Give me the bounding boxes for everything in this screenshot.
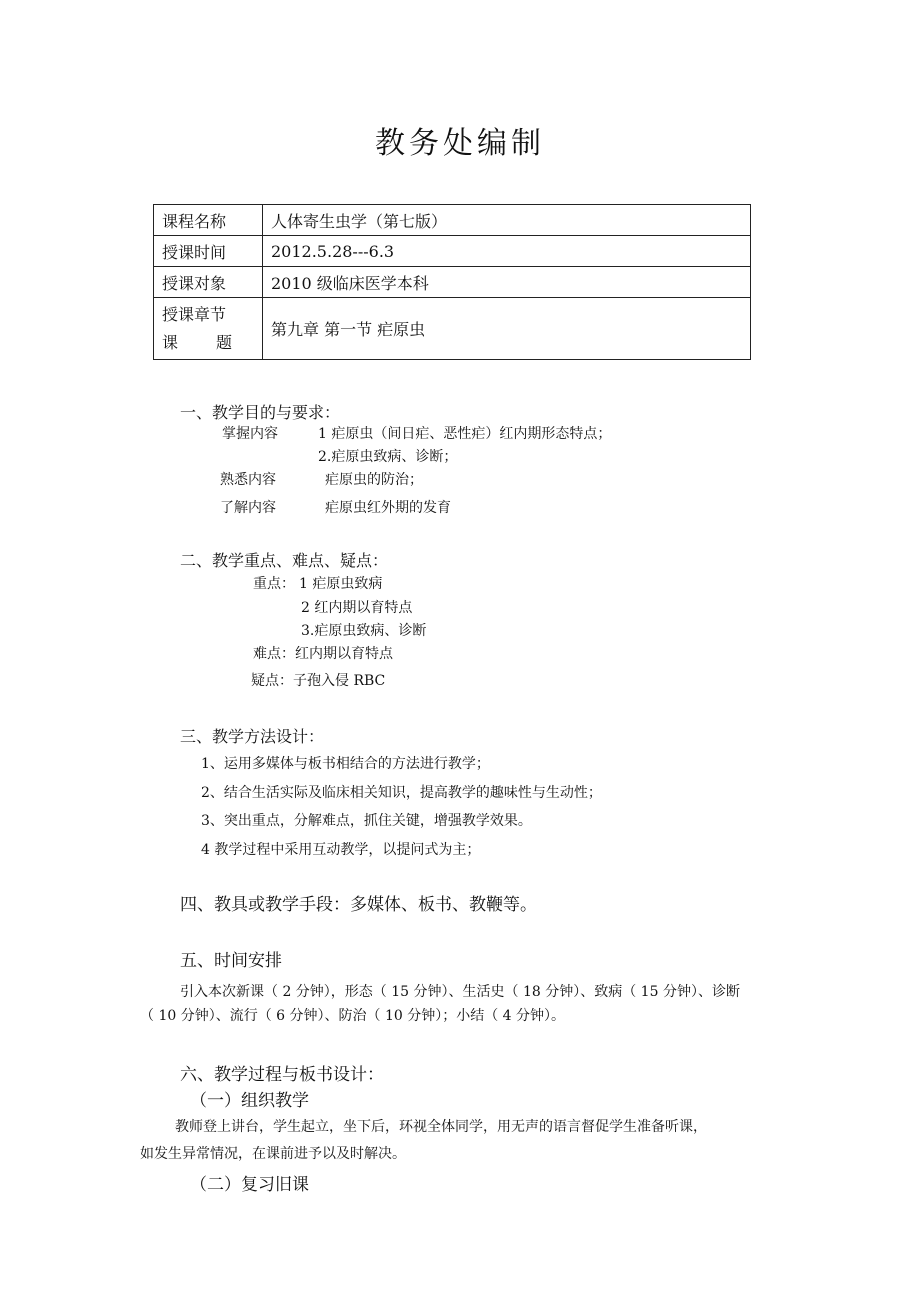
method-item: 2、结合生活实际及临床相关知识，提高教学的趣味性与生动性；	[201, 785, 602, 801]
key-point: 3.疟原虫致病、诊断	[301, 623, 427, 639]
familiar-value: 疟原虫的防治；	[325, 472, 423, 488]
key-point: 2 红内期以育特点	[301, 600, 413, 616]
section-heading: 一、教学目的与要求：	[180, 403, 341, 422]
subsection-heading: （二）复习旧课	[190, 1175, 309, 1195]
section-heading: 五、时间安排	[180, 951, 282, 971]
chapter-label-cell	[154, 298, 263, 360]
teaching-time-label: 授课时间	[154, 236, 263, 267]
difficult-point: 难点：红内期以育特点	[253, 646, 393, 662]
master-label: 掌握内容	[222, 426, 278, 442]
course-name-label: 课程名称	[154, 205, 263, 236]
doubt-point: 疑点：子孢入侵 RBC	[251, 673, 386, 689]
method-item: 1、运用多媒体与板书相结合的方法进行教学；	[201, 756, 490, 772]
page-title: 教务处编制	[375, 126, 545, 161]
method-item: 3、突出重点，分解难点，抓住关键，增强教学效果。	[201, 813, 532, 829]
course-info-table	[153, 204, 751, 360]
course-name-value: 人体寄生虫学（第七版）	[263, 205, 751, 236]
master-item: 2.疟原虫致病、诊断；	[318, 449, 458, 465]
table-row	[154, 298, 751, 360]
topic-label-char: 题	[215, 332, 232, 352]
section-heading: 三、教学方法设计：	[180, 727, 325, 746]
method-item: 4 教学过程中采用互动教学，以提问式为主；	[201, 842, 481, 858]
paragraph-line: 如发生异常情况，在课前进予以及时解决。	[140, 1146, 406, 1162]
audience-label: 授课对象	[154, 267, 263, 298]
chapter-value: 第九章 第一节 疟原虫	[263, 298, 751, 360]
time-schedule-line: 引入本次新课（ 2 分钟），形态（ 15 分钟）、生活史（ 18 分钟）、致病（ 15 分钟）、诊断	[180, 984, 740, 1000]
table-row	[154, 205, 751, 236]
familiar-label: 熟悉内容	[220, 472, 276, 488]
teaching-time-value: 2012.5.28---6.3	[263, 236, 751, 267]
table-row	[154, 267, 751, 298]
table-row	[154, 236, 751, 267]
section-heading: 六、教学过程与板书设计：	[180, 1065, 384, 1085]
key-point: 1 疟原虫致病	[299, 576, 383, 592]
master-item: 1 疟原虫（间日疟、恶性疟）红内期形态特点；	[318, 426, 612, 442]
understand-label: 了解内容	[220, 500, 276, 516]
understand-value: 疟原虫红外期的发育	[325, 500, 451, 516]
topic-label-char: 课	[162, 332, 179, 352]
time-schedule-line: （ 10 分钟）、流行（ 6 分钟）、防治（ 10 分钟）；小结（ 4 分钟）。	[140, 1008, 566, 1024]
section-heading: 二、教学重点、难点、疑点：	[180, 551, 389, 570]
paragraph-line: 教师登上讲台，学生起立，坐下后，环视全体同学，用无声的语言督促学生准备听课，	[175, 1119, 707, 1135]
section-heading: 四、教具或教学手段：多媒体、板书、教鞭等。	[180, 895, 537, 915]
key-label: 重点：	[253, 576, 295, 592]
subsection-heading: （一）组织教学	[190, 1091, 309, 1111]
audience-value: 2010 级临床医学本科	[263, 267, 751, 298]
topic-label	[162, 329, 232, 357]
chapter-label: 授课章节	[162, 304, 227, 324]
